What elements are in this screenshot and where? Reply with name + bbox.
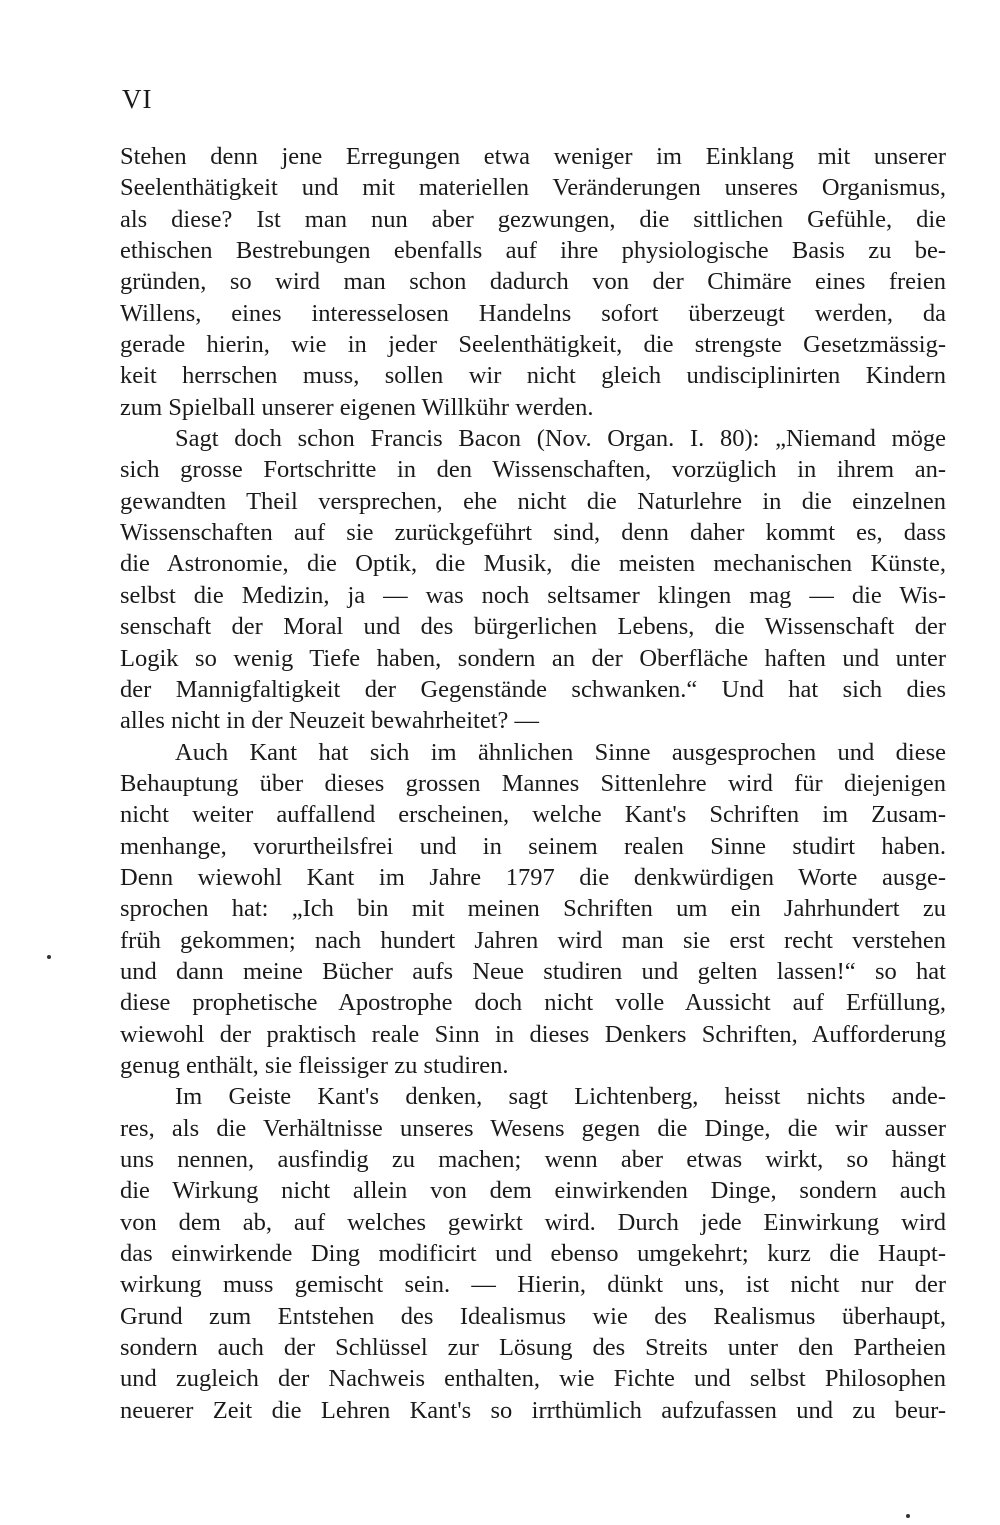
text-line: keit herrschen muss, sollen wir nicht gleich undisciplinirten Kindern: [120, 362, 946, 390]
text-line: Auch Kant hat sich im ähnlichen Sinne ausgesprochen und diese: [175, 738, 946, 766]
text-line: und zugleich der Nachweis enthalten, wie Fichte und selbst Philosophen: [120, 1365, 946, 1393]
text-line: die Wirkung nicht allein von dem einwirkenden Dinge, sondern auch: [120, 1177, 946, 1205]
text-line: Wissenschaften auf sie zurückgeführt sind, denn daher kommt es, dass: [120, 519, 946, 547]
text-line: ethischen Bestrebungen ebenfalls auf ihre physiologische Basis zu be-: [120, 237, 946, 265]
text-line: Logik so wenig Tiefe haben, sondern an der Oberfläche haften und unter: [120, 644, 946, 672]
text-line: gewandten Theil versprechen, ehe nicht die Naturlehre in die einzelnen: [120, 487, 946, 515]
text-line: genug enthält, sie fleissiger zu studiren.: [120, 1051, 509, 1079]
text-line: nicht weiter auffallend erscheinen, welche Kant's Schriften im Zusam-: [120, 801, 946, 829]
scan-speck: [47, 955, 51, 959]
text-line: gründen, so wird man schon dadurch von der Chimäre eines freien: [120, 268, 946, 296]
text-line: als diese? Ist man nun aber gezwungen, die sittlichen Gefühle, die: [120, 205, 946, 233]
text-line: neuerer Zeit die Lehren Kant's so irrthümlich aufzufassen und zu beur-: [120, 1396, 946, 1424]
text-line: der Mannigfaltigkeit der Gegenstände schwanken.“ Und hat sich dies: [120, 675, 946, 703]
text-line: früh gekommen; nach hundert Jahren wird man sie erst recht verstehen: [120, 926, 946, 954]
text-line: sich grosse Fortschritte in den Wissenschaften, vorzüglich in ihrem an-: [120, 456, 946, 484]
text-line: res, als die Verhältnisse unseres Wesens gegen die Dinge, die wir ausser: [120, 1114, 946, 1142]
body-text: [120, 141, 946, 1426]
text-line: wirkung muss gemischt sein. — Hierin, dünkt uns, ist nicht nur der: [120, 1271, 946, 1299]
text-line: uns nennen, ausfindig zu machen; wenn aber etwas wirkt, so hängt: [120, 1146, 946, 1173]
text-line: selbst die Medizin, ja — was noch seltsamer klingen mag — die Wis-: [120, 581, 946, 609]
text-line: sondern auch der Schlüssel zur Lösung des Streits unter den Partheien: [120, 1334, 946, 1362]
text-line: Grund zum Entstehen des Idealismus wie des Realismus überhaupt,: [120, 1302, 946, 1330]
text-line: Denn wiewohl Kant im Jahre 1797 die denkwürdigen Worte ausge-: [120, 863, 946, 891]
text-line: die Astronomie, die Optik, die Musik, die meisten mechanischen Künste,: [120, 550, 946, 578]
text-line: wiewohl der praktisch reale Sinn in dieses Denkers Schriften, Aufforderung: [120, 1020, 946, 1048]
page-number: VI: [122, 84, 153, 114]
text-line: Seelenthätigkeit und mit materiellen Veränderungen unseres Organismus,: [120, 174, 946, 202]
text-line: sprochen hat: „Ich bin mit meinen Schriften um ein Jahrhundert zu: [120, 895, 946, 923]
text-line: Sagt doch schon Francis Bacon (Nov. Organ. I. 80): „Niemand möge: [175, 425, 946, 453]
text-line: Behauptung über dieses grossen Mannes Sittenlehre wird für diejenigen: [120, 769, 946, 797]
text-line: menhange, vorurtheilsfrei und in seinem realen Sinne studirt haben.: [120, 832, 946, 860]
text-line: von dem ab, auf welches gewirkt wird. Durch jede Einwirkung wird: [120, 1208, 946, 1236]
scan-speck: [906, 1514, 910, 1518]
text-line: Willens, eines interesselosen Handelns sofort überzeugt werden, da: [120, 299, 946, 327]
text-line: Stehen denn jene Erregungen etwa weniger im Einklang mit unserer: [120, 143, 946, 170]
text-line: senschaft der Moral und des bürgerlichen Lebens, die Wissenschaft der: [120, 613, 946, 641]
text-line: gerade hierin, wie in jeder Seelenthätigkeit, die strengste Gesetzmässig-: [120, 331, 946, 359]
text-line: diese prophetische Apostrophe doch nicht volle Aussicht auf Erfüllung,: [120, 989, 946, 1017]
text-line: zum Spielball unserer eigenen Willkühr werden.: [120, 393, 594, 421]
text-line: Im Geiste Kant's denken, sagt Lichtenberg, heisst nichts ande-: [175, 1083, 946, 1111]
text-line: und dann meine Bücher aufs Neue studiren und gelten lassen!“ so hat: [120, 957, 946, 985]
text-line: das einwirkende Ding modificirt und ebenso umgekehrt; kurz die Haupt-: [120, 1240, 946, 1268]
text-line: alles nicht in der Neuzeit bewahrheitet? —: [120, 707, 540, 735]
